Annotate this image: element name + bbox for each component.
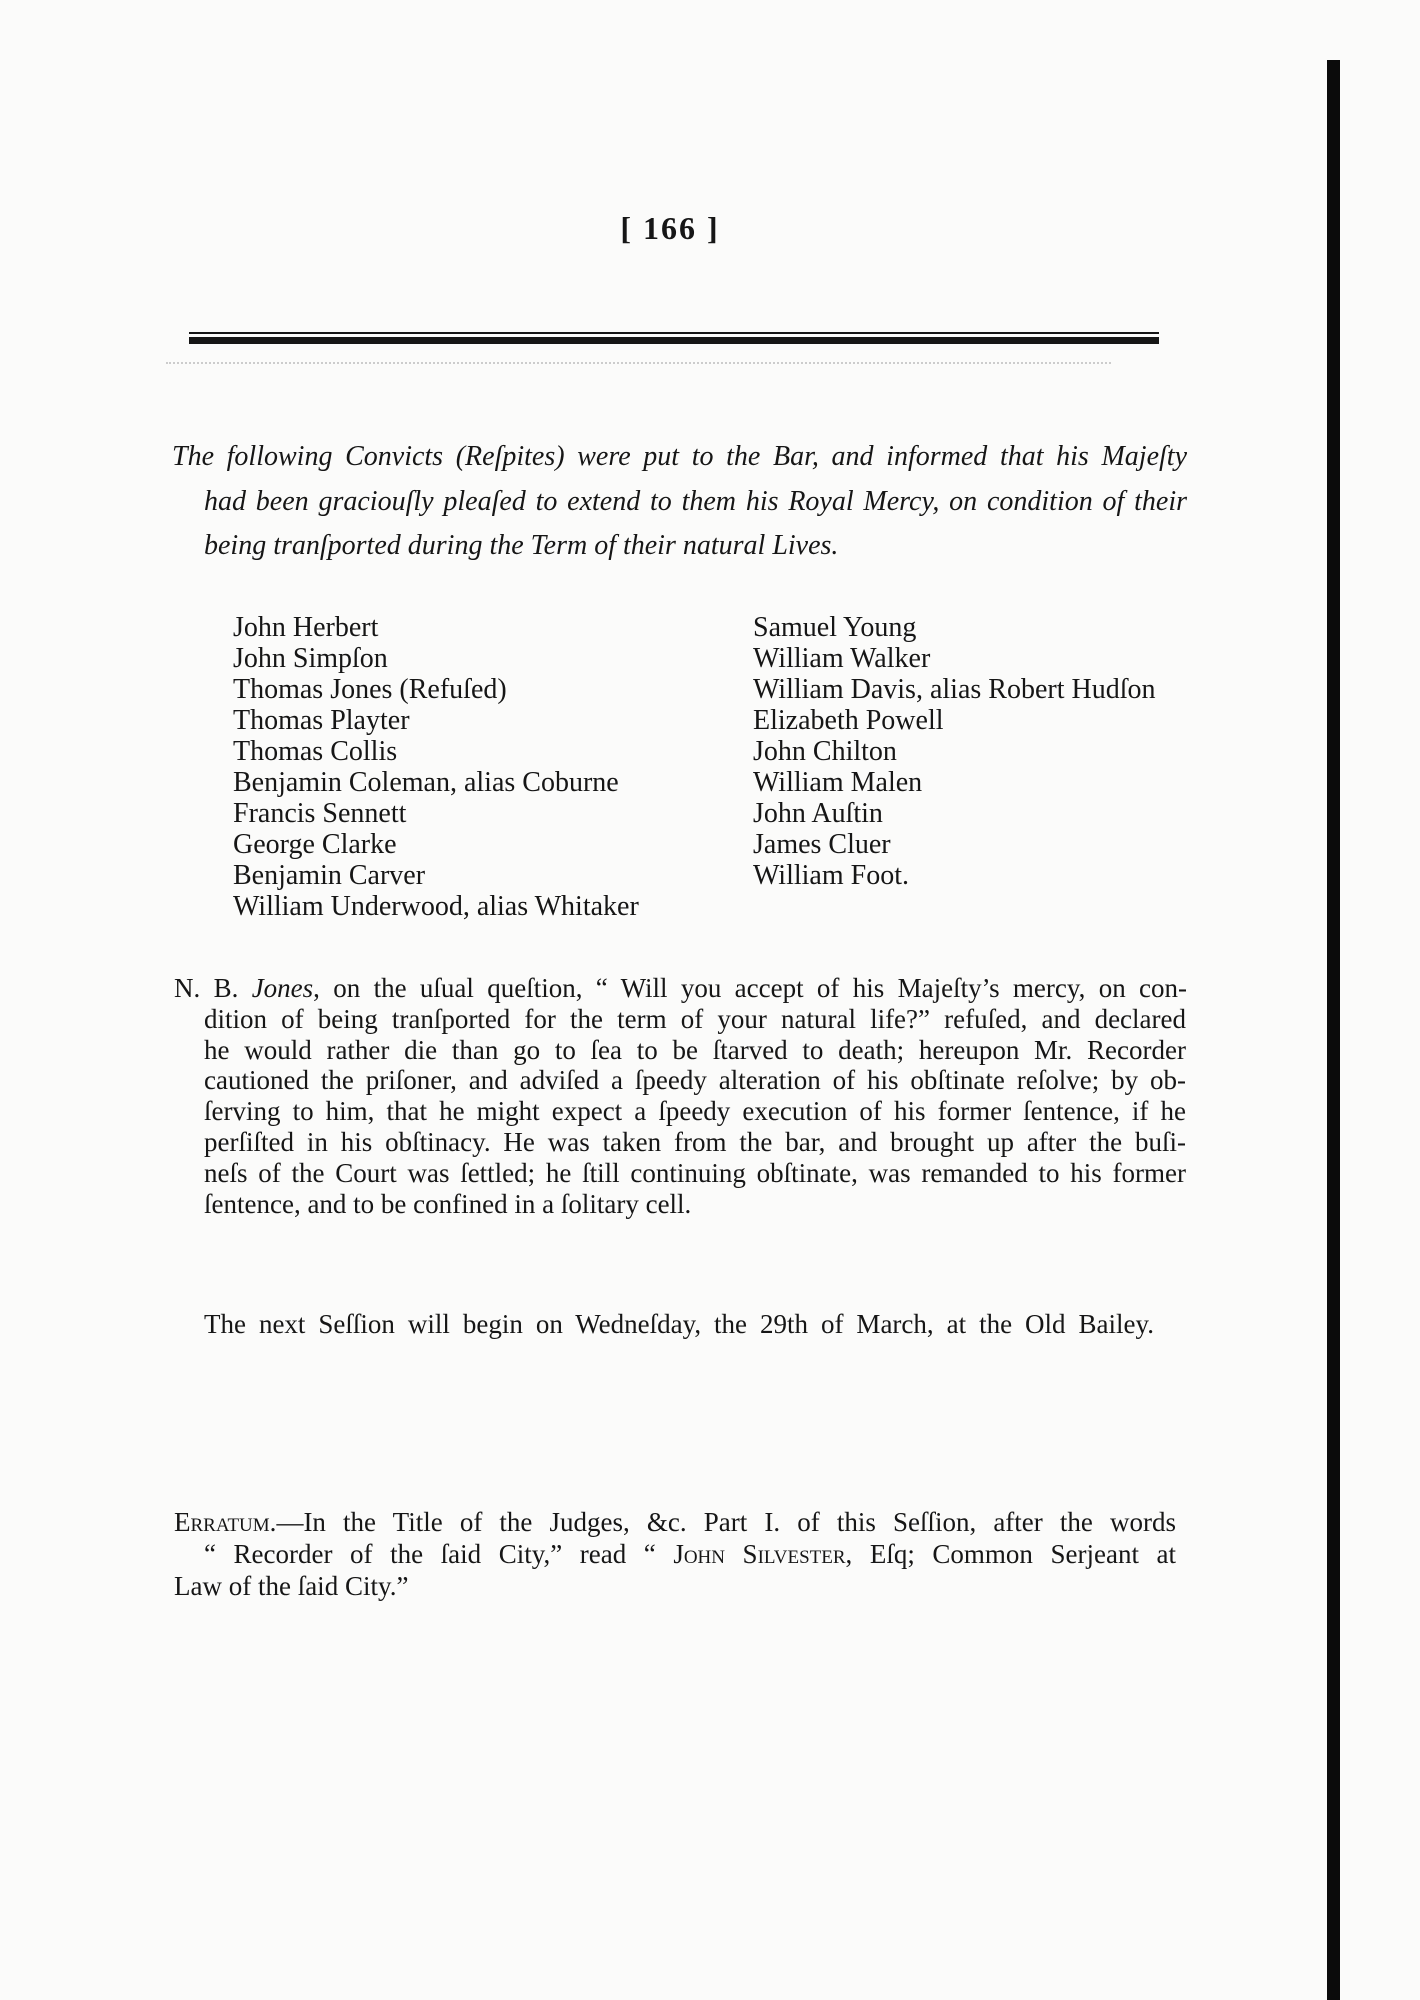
erratum-paragraph	[174, 1506, 1176, 1602]
convict-list-left-column	[233, 612, 639, 922]
note-line: neſs of the Court was ſettled; he ſtill continuing obſtinate, was remanded to his former	[204, 1157, 1186, 1188]
convict-name: William Underwood, alias Whitaker	[233, 891, 639, 922]
convict-name: Thomas Collis	[233, 736, 398, 767]
note-line: cautioned the priſoner, and adviſed a ſpeedy alteration of his obſtinate reſolve; by ob-	[204, 1065, 1186, 1096]
note-line: dition of being tranſported for the term of your natural life?” refuſed, and declared	[204, 1003, 1186, 1034]
note-line: ſerving to him, that he might expect a ſpeedy execution of his former ſentence, if he	[204, 1096, 1186, 1127]
page-number: [ 166 ]	[620, 210, 720, 246]
erratum-line-text: —In the Title of the Judges, &c. Part I. of this Seſſion, after the words	[276, 1507, 1176, 1537]
convict-name: John Auſtin	[753, 798, 883, 829]
next-session-notice: The next Seſſion will begin on Wedneſday, the 29th of March, at the Old Bailey.	[204, 1309, 1154, 1339]
convict-name: John Herbert	[233, 612, 379, 643]
note-line: perſiſted in his obſtinacy. He was taken from the bar, and brought up after the buſi-	[204, 1126, 1186, 1157]
convict-name: James Cluer	[753, 829, 891, 860]
erratum-line: Law of the ſaid City.”	[174, 1571, 409, 1601]
convict-name: Francis Sennett	[233, 798, 407, 829]
note-line: he would rather die than go to ſea to be ſtarved to death; hereupon Mr. Recorder	[204, 1034, 1186, 1065]
erratum-line	[174, 1506, 1176, 1538]
convict-name: William Walker	[753, 643, 931, 674]
note-name: Jones	[251, 973, 314, 1003]
convict-name: Thomas Jones (Refuſed)	[233, 674, 507, 705]
header-rule-thin	[189, 332, 1159, 334]
convict-name: John Chilton	[753, 736, 897, 767]
erratum-line-text: “ Recorder of the ſaid City,” read “	[204, 1539, 674, 1569]
erratum-line	[204, 1538, 1176, 1570]
note-line	[174, 973, 1187, 1004]
convict-name: Benjamin Carver	[233, 860, 426, 891]
page-edge-shadow	[1327, 60, 1340, 2000]
convict-name: William Malen	[753, 767, 923, 798]
erratum-line-text: , Eſq; Common Serjeant at	[845, 1539, 1176, 1569]
note-paragraph	[174, 973, 1187, 1219]
convict-name: Samuel Young	[753, 612, 917, 643]
convict-name: John Simpſon	[233, 643, 388, 674]
convict-name: William Davis, alias Robert Hudſon	[753, 674, 1156, 705]
intro-line: The following Convicts (Reſpites) were put to the Bar, and informed that his Majeſty	[172, 441, 1187, 472]
erratum-name: John Silvester	[673, 1539, 846, 1569]
convict-name: Elizabeth Powell	[753, 705, 944, 736]
intro-line: being tranſported during the Term of their natural Lives.	[204, 530, 839, 561]
convict-name: Benjamin Coleman, alias Coburne	[233, 767, 619, 798]
header-rule-thick	[189, 337, 1159, 344]
erratum-label: Erratum.	[174, 1507, 277, 1537]
intro-paragraph	[172, 435, 1187, 569]
convict-name: George Clarke	[233, 829, 397, 860]
note-label: N. B.	[174, 973, 239, 1003]
note-first-line-text: , on the uſual queſtion, “ Will you accept of his Majeſty’s mercy, on con-	[313, 973, 1188, 1003]
note-line: ſentence, and to be confined in a ſolitary cell.	[204, 1188, 692, 1219]
convict-name: William Foot.	[753, 860, 909, 891]
convict-list-right-column	[753, 612, 1155, 891]
convict-name: Thomas Playter	[233, 705, 410, 736]
header-dotted-line	[166, 362, 1111, 364]
intro-line: had been graciouſly pleaſed to extend to them his Royal Mercy, on condition of their	[204, 485, 1187, 517]
